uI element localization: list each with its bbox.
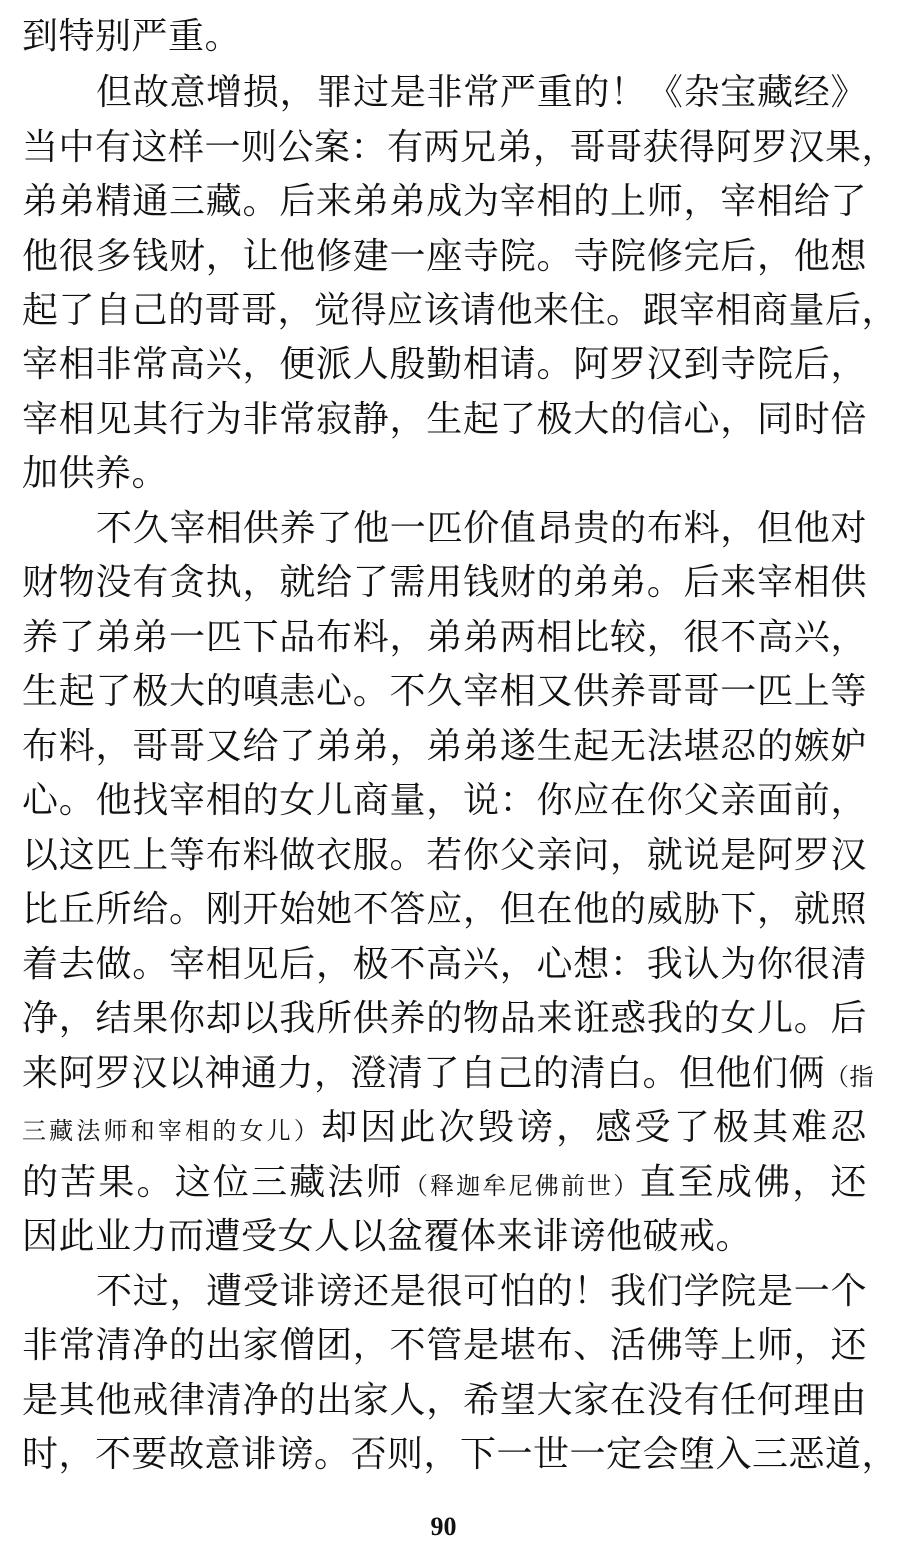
text-line: 财物没有贪执，就给了需用钱财的弟弟。后来宰相供 xyxy=(22,562,867,603)
text-line: 布料，哥哥又给了弟弟，弟弟遂生起无法堪忍的嫉妒 xyxy=(22,726,867,767)
text-line: 的苦果。这位三藏法师（释迦牟尼佛前世）直至成佛，还 xyxy=(22,1162,867,1203)
annotation-note: 三藏法师和宰相的女儿） xyxy=(22,1117,322,1145)
page-number: 90 xyxy=(430,1512,457,1541)
text-line: 来阿罗汉以神通力，澄清了自己的清白。但他们俩（指 xyxy=(22,1053,875,1094)
paragraph-first-line: 不过，遭受诽谤还是很可怕的！我们学院是一个 xyxy=(96,1271,867,1312)
text-line: 着去做。宰相见后，极不高兴，心想：我认为你很清 xyxy=(22,944,867,985)
text-line: 三藏法师和宰相的女儿）却因此次毁谤，感受了极其难忍 xyxy=(22,1107,867,1148)
paragraph-first-line: 不久宰相供养了他一匹价值昂贵的布料，但他对 xyxy=(96,508,867,549)
text-line: 到特别严重。 xyxy=(22,16,242,57)
text-line: 起了自己的哥哥，觉得应该请他来住。跟宰相商量后， xyxy=(22,290,898,331)
text-line: 加供养。 xyxy=(22,453,169,494)
text-line: 养了弟弟一匹下品布料，弟弟两相比较，很不高兴， xyxy=(22,617,867,658)
text-line: 宰相非常高兴，便派人殷勤相请。阿罗汉到寺院后， xyxy=(22,344,867,385)
paragraph-first-line: 但故意增损，罪过是非常严重的！《杂宝藏经》 xyxy=(96,72,867,113)
text-line: 生起了极大的嗔恚心。不久宰相又供养哥哥一匹上等 xyxy=(22,671,867,712)
text-line: 因此业力而遭受女人以盆覆体来诽谤他破戒。 xyxy=(22,1216,753,1257)
text-line: 当中有这样一则公案：有两兄弟，哥哥获得阿罗汉果， xyxy=(22,127,898,168)
text-line: 净，结果你却以我所供养的物品来诳惑我的女儿。后 xyxy=(22,998,867,1039)
annotation-note: （指 xyxy=(825,1063,875,1091)
text-line: 弟弟精通三藏。后来弟弟成为宰相的上师，宰相给了 xyxy=(22,181,867,222)
text-line: 非常清净的出家僧团，不管是堪布、活佛等上师，还 xyxy=(22,1325,867,1366)
text-line: 心。他找宰相的女儿商量，说：你应在你父亲面前， xyxy=(22,780,867,821)
text-line: 比丘所给。刚开始她不答应，但在他的威胁下，就照 xyxy=(22,889,867,930)
text-line: 他很多钱财，让他修建一座寺院。寺院修完后，他想 xyxy=(22,236,867,277)
annotation-note: （释迦牟尼佛前世） xyxy=(403,1172,640,1200)
text-line: 时，不要故意诽谤。否则，下一世一定会堕入三恶道， xyxy=(22,1434,898,1475)
text-line: 宰相见其行为非常寂静，生起了极大的信心，同时倍 xyxy=(22,399,867,440)
text-line: 以这匹上等布料做衣服。若你父亲问，就说是阿罗汉 xyxy=(22,835,867,876)
text-line: 是其他戒律清净的出家人，希望大家在没有任何理由 xyxy=(22,1380,867,1421)
